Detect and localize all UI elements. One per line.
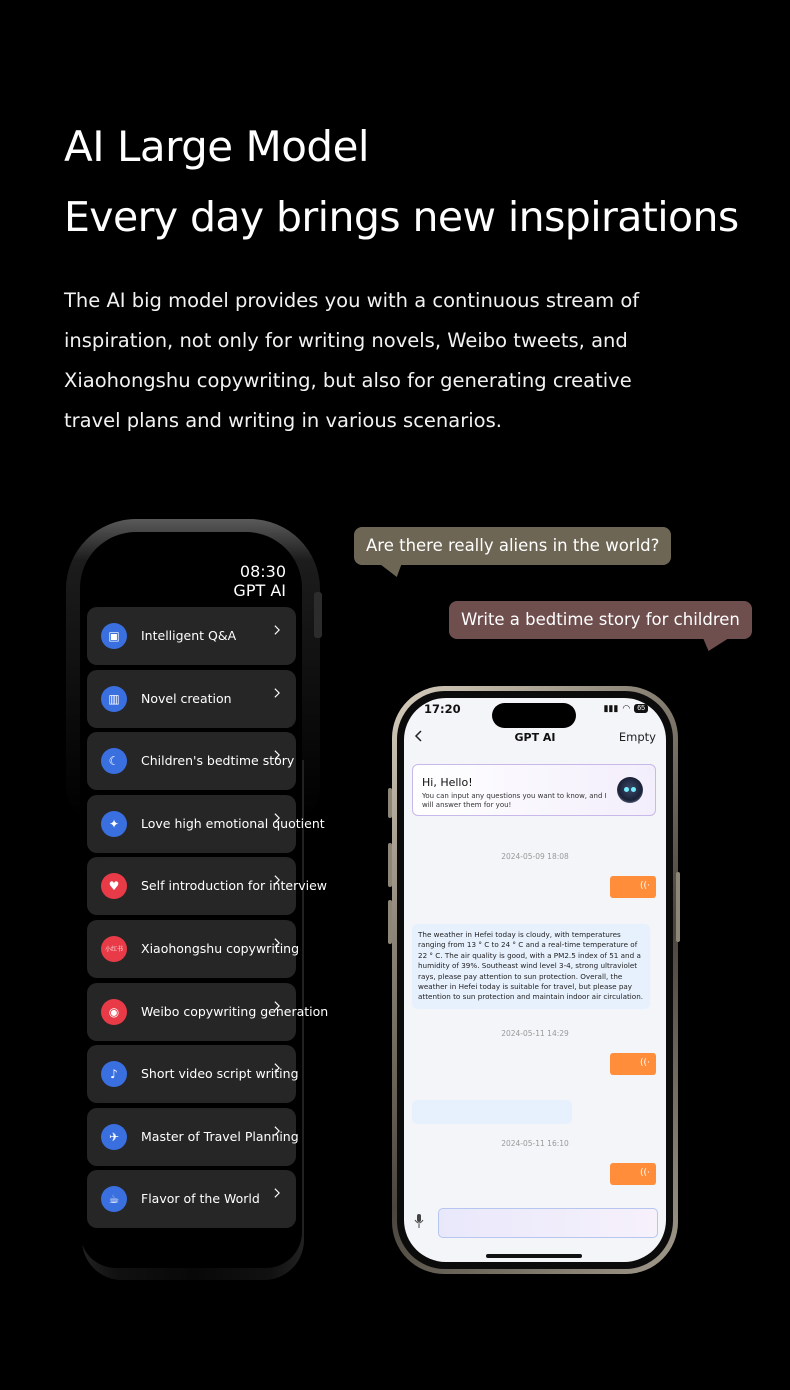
wifi-icon: ◠ <box>622 703 631 713</box>
chevron-right-icon <box>272 1188 282 1198</box>
watch-screen <box>80 532 329 1268</box>
watch-app-title: GPT AI <box>233 581 286 600</box>
chevron-right-icon <box>272 688 282 698</box>
timestamp: 2024-05-09 18:08 <box>501 852 569 861</box>
watch-menu-item-label: Self introduction for interview <box>141 878 327 894</box>
hero-title: AI Large Model <box>64 122 370 171</box>
signal-icon: ▮▮▮ <box>603 703 619 713</box>
watch-side-button <box>314 592 322 638</box>
watch-menu-item[interactable] <box>87 732 296 790</box>
moon-icon: ☾ <box>101 748 127 774</box>
greeting-text: You can input any questions you want to know, and I will answer them for you! <box>422 792 607 809</box>
airplane-icon: ✈ <box>101 1124 127 1150</box>
heart-icon: ♥ <box>101 873 127 899</box>
bubble-tail <box>697 639 728 651</box>
watch-menu-item-label: Novel creation <box>141 690 232 706</box>
watch-menu-item-label: Flavor of the World <box>141 1191 260 1207</box>
phone-power-button <box>676 872 680 942</box>
robot-avatar-icon <box>617 777 643 803</box>
book-icon: ▥ <box>101 686 127 712</box>
phone-volume-down-button <box>388 900 392 944</box>
hero-description: The AI big model provides you with a continuous stream of inspiration, not only for writing novels, Weibo tweets, and Xiaohongshu copywriting, but also for generating creative travel plans and writing in various scenarios. <box>64 289 640 432</box>
watch-menu-item[interactable] <box>87 607 296 665</box>
message-input[interactable] <box>438 1208 658 1238</box>
coffee-cup-icon: ☕ <box>101 1186 127 1212</box>
voice-message[interactable] <box>610 1053 656 1075</box>
chevron-right-icon <box>272 625 282 635</box>
watch-menu-item[interactable] <box>87 920 300 978</box>
dynamic-island <box>492 703 576 728</box>
watch-menu-item[interactable] <box>87 670 296 728</box>
microphone-icon[interactable] <box>414 1214 424 1228</box>
watch-menu-item[interactable] <box>87 1108 299 1166</box>
watch-menu-item[interactable] <box>87 1170 296 1228</box>
watch-time: 08:30 <box>239 562 286 581</box>
home-indicator <box>486 1254 582 1258</box>
chevron-right-icon <box>272 938 282 948</box>
question-bubble-bedtime: Write a bedtime story for children <box>449 601 752 639</box>
watch-menu-list <box>87 607 329 1233</box>
weibo-icon: ◉ <box>101 999 127 1025</box>
chat-title: GPT AI <box>514 731 556 744</box>
watch-menu-item-label: Short video script writing <box>141 1066 299 1082</box>
watch-menu-item[interactable] <box>87 1045 299 1103</box>
watch-menu-item-label: Children's bedtime story <box>141 753 295 769</box>
phone-side-button <box>388 788 392 818</box>
status-indicators <box>603 703 648 714</box>
music-note-icon: ♪ <box>101 1061 127 1087</box>
bubble-tail <box>381 565 407 577</box>
empty-button[interactable]: Empty <box>618 730 656 744</box>
voice-message[interactable] <box>610 1163 656 1185</box>
question-bubble-aliens: Are there really aliens in the world? <box>354 527 671 565</box>
watch-menu-item-label: Weibo copywriting generation <box>141 1003 329 1019</box>
timestamp: 2024-05-11 14:29 <box>501 1029 569 1038</box>
voice-message[interactable] <box>610 876 656 898</box>
watch-menu-item[interactable] <box>87 795 325 853</box>
timestamp: 2024-05-11 16:10 <box>501 1139 569 1148</box>
chevron-right-icon <box>272 875 282 885</box>
phone-screen <box>404 698 666 1262</box>
lightbulb-icon: ✦ <box>101 811 127 837</box>
chat-bot-icon: ▣ <box>101 623 127 649</box>
greeting-title: Hi, Hello! <box>422 776 473 789</box>
voice-wave-icon: ((· <box>640 1168 650 1178</box>
chevron-right-icon <box>272 750 282 760</box>
voice-wave-icon: ((· <box>640 881 650 891</box>
watch-menu-item[interactable] <box>87 857 327 915</box>
watch-menu-item-label: Love high emotional quotient <box>141 815 325 831</box>
chevron-right-icon <box>272 813 282 823</box>
battery-icon: 65 <box>634 704 648 713</box>
watch-menu-item-label: Master of Travel Planning <box>141 1128 299 1144</box>
chevron-right-icon <box>272 1063 282 1073</box>
chevron-right-icon <box>272 1001 282 1011</box>
voice-wave-icon: ((· <box>640 1058 650 1068</box>
ai-reply-message: The weather in Hefei today is cloudy, with temperatures ranging from 13 ° C to 24 ° C and a real-time temperature of 22 ° C. The air quality is good, with a PM2.5 index of 51 and a humidity of 39%. Southeast wind level 3-4, strong ultraviolet rays, please pay attention to sun protection. Overall, the weather in Hefei today is suitable for travel, but please pay attention to sun protection and maintain indoor air circulation. <box>412 924 650 1009</box>
status-time: 17:20 <box>424 702 461 716</box>
phone-volume-up-button <box>388 843 392 887</box>
greeting-card <box>412 764 656 816</box>
chevron-right-icon <box>272 1126 282 1136</box>
watch-menu-item-label: Xiaohongshu copywriting <box>141 940 300 956</box>
xiaohongshu-icon: 小红书 <box>101 936 127 962</box>
watch-menu-item-label: Intelligent Q&A <box>141 628 237 643</box>
watch-menu-item[interactable] <box>87 983 329 1041</box>
ai-reply-loading <box>412 1100 572 1124</box>
hero-subtitle: Every day brings new inspirations <box>64 193 739 241</box>
